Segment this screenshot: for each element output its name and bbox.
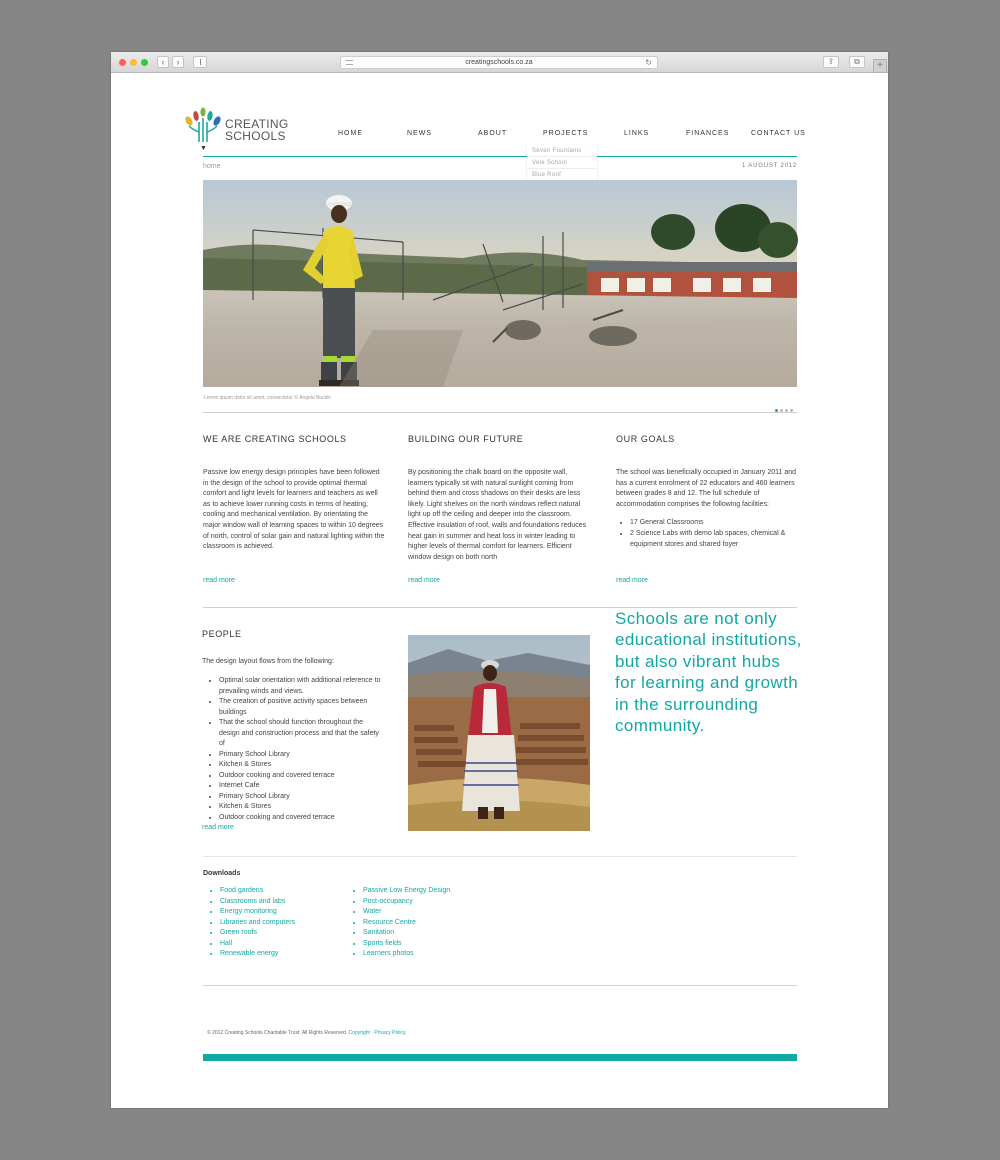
people-intro: The design layout flows from the following: xyxy=(202,658,334,665)
share-button[interactable] xyxy=(823,56,839,68)
download-link[interactable]: • Classrooms and labs xyxy=(220,897,353,908)
copyright-link[interactable]: Copyright xyxy=(348,1030,370,1036)
list-item: • Optimal solar orientation with additional reference to prevailing winds and views. xyxy=(219,676,384,697)
dropdown-item[interactable]: Blue Roof xyxy=(527,169,597,181)
slider-pagination xyxy=(775,399,795,417)
nav-divider xyxy=(203,156,797,157)
footer-accent-bar xyxy=(203,1054,797,1061)
list-item: • Outdoor cooking and covered terrace xyxy=(219,813,384,824)
dropdown-item[interactable]: Seven Fountains xyxy=(527,145,597,157)
footer-period: . xyxy=(405,1030,407,1036)
future-title: BUILDING OUR FUTURE xyxy=(408,434,524,444)
footer-separator: · xyxy=(371,1030,374,1036)
people-read-more-link[interactable]: read more xyxy=(202,824,234,831)
nav-about[interactable]: ABOUT xyxy=(478,130,508,137)
logo-text-line1: CREATING xyxy=(225,117,289,131)
nav-contact-us[interactable]: CONTACT US xyxy=(751,130,806,137)
nav-news[interactable]: NEWS xyxy=(407,130,432,137)
download-link[interactable]: • Energy monitoring xyxy=(220,907,353,918)
section-divider xyxy=(203,985,797,986)
list-item: • That the school should function throughout the design and construction process and that the safety of xyxy=(219,718,384,750)
close-window-button[interactable] xyxy=(119,59,126,66)
nav-home[interactable]: HOME xyxy=(338,130,363,137)
reader-icon[interactable] xyxy=(346,60,353,65)
download-link[interactable]: • Passive Low Energy Design xyxy=(363,886,496,897)
hero-caption: Lorem ipsum dolor sit amet, consectetur © Angela Buckin xyxy=(204,395,332,401)
list-item: • Kitchen & Stores xyxy=(219,802,384,813)
web-page xyxy=(111,74,888,1108)
nav-links[interactable]: LINKS xyxy=(624,130,650,137)
download-link[interactable]: • Sports fields xyxy=(363,939,496,950)
list-item: • The creation of positive activity spaces between buildings xyxy=(219,697,384,718)
goals-read-more-link[interactable]: read more xyxy=(616,577,648,584)
about-body: Passive low energy design principles have been followed in the design of the school to provide optimal thermal comfort and light levels for learners and teachers as well as to achieve lower running costs in terms of heating, cooling and mechanical ventilation. By orientating the major window wall of learning spaces to within 10 degrees of north, control of solar gain and natural lighting within the classroom is achieved. xyxy=(203,469,385,551)
list-item: • 2 Science Labs with demo lab spaces, chemical & equipment stores and shared foyer xyxy=(630,529,800,550)
list-item: • Outdoor cooking and covered terrace xyxy=(219,771,384,782)
download-link[interactable]: • Learners photos xyxy=(363,949,496,960)
tab-overview-button[interactable] xyxy=(849,56,865,68)
plus-icon: + xyxy=(877,60,883,71)
download-link[interactable]: • Green roofs xyxy=(220,928,353,939)
featured-quote: Schools are not only educational institutions, but also vibrant hubs for learning and growth in the surrounding community. xyxy=(615,609,802,736)
nav-finances[interactable]: FINANCES xyxy=(686,130,730,137)
address-bar[interactable] xyxy=(340,56,658,69)
chevron-left-icon: ‹ xyxy=(161,57,165,67)
list-item: • Primary School Library xyxy=(219,792,384,803)
download-link[interactable]: • Post-occupancy xyxy=(363,897,496,908)
people-list xyxy=(202,676,384,823)
goals-title: OUR GOALS xyxy=(616,434,675,444)
list-item: • 17 General Classrooms xyxy=(630,518,800,529)
goals-body: The school was beneficially occupied in January 2011 and has a current enrolment of 22 educators and 460 learners between grades 8 and 12. The full schedule of accommodation comprises the following facilities: xyxy=(616,469,797,508)
future-section xyxy=(408,434,592,561)
woman-portrait-illustration xyxy=(408,635,590,831)
download-link[interactable]: • Food gardens xyxy=(220,886,353,897)
download-link[interactable]: • Sanitation xyxy=(363,928,496,939)
url-text: creatingschools.co.za xyxy=(465,59,533,66)
new-tab-button[interactable] xyxy=(873,59,887,73)
goals-section xyxy=(616,434,800,550)
downloads-list-right xyxy=(346,886,496,960)
main-navigation xyxy=(111,130,888,142)
tabs-icon: ⧉ xyxy=(854,57,860,66)
back-button[interactable] xyxy=(157,56,169,68)
people-photo xyxy=(408,635,590,831)
minimize-window-button[interactable] xyxy=(130,59,137,66)
download-link[interactable]: • Renewable energy xyxy=(220,949,353,960)
page-date: 1 AUGUST 2012 xyxy=(742,163,797,169)
hero-illustration xyxy=(203,180,797,387)
reload-icon[interactable]: ↻ xyxy=(645,58,652,67)
forward-button[interactable] xyxy=(172,56,184,68)
about-title: WE ARE CREATING SCHOOLS xyxy=(203,434,347,444)
people-title: PEOPLE xyxy=(202,629,242,639)
download-link[interactable]: • Resource Centre xyxy=(363,918,496,929)
browser-window xyxy=(111,52,888,1108)
about-section xyxy=(203,434,387,554)
list-item: • Internet Cafe xyxy=(219,781,384,792)
about-read-more-link[interactable]: read more xyxy=(203,577,235,584)
downloads-title: Downloads xyxy=(203,870,241,877)
sidebar-toggle-button[interactable] xyxy=(193,56,207,68)
downloads-list-left xyxy=(203,886,353,960)
download-link[interactable]: • Hall xyxy=(220,939,353,950)
caret-down-icon: ▼ xyxy=(200,145,207,152)
section-divider xyxy=(203,856,797,857)
goals-list xyxy=(616,518,800,550)
zoom-window-button[interactable] xyxy=(141,59,148,66)
list-item: • Primary School Library xyxy=(219,750,384,761)
future-body: By positioning the chalk board on the opposite wall, learners typically sit with natural sunlight coming from behind them and cross shadows on their desks are less likely. Light shelves on the north windows reflect natural light up off the ceiling and deeper into the classroom. Effective insulation of roof, walls and foundations reduces heat gain in summer and heat loss in winter leading to higher levels of thermal comfort for learners. Efficient window design on both north xyxy=(408,469,587,561)
logo-text-line2: SCHOOLS xyxy=(225,129,286,143)
browser-toolbar xyxy=(111,52,888,73)
copyright-text: © 2012 Creating Schools Charitable Trust. All Rights Reserved. xyxy=(207,1030,348,1036)
privacy-policy-link[interactable]: Privacy Policy xyxy=(374,1030,406,1036)
footer-copyright xyxy=(207,1030,407,1036)
list-item: • Kitchen & Stores xyxy=(219,760,384,771)
download-link[interactable]: • Libraries and computers xyxy=(220,918,353,929)
download-link[interactable]: • Water xyxy=(363,907,496,918)
future-read-more-link[interactable]: read more xyxy=(408,577,440,584)
share-icon: ⇪ xyxy=(827,57,835,66)
nav-projects[interactable]: PROJECTS xyxy=(543,130,589,137)
dropdown-item[interactable]: Vele School xyxy=(527,157,597,169)
hero-photo xyxy=(203,180,797,387)
section-divider xyxy=(203,412,797,413)
chevron-right-icon: › xyxy=(176,57,180,67)
breadcrumb[interactable]: home xyxy=(203,163,221,170)
